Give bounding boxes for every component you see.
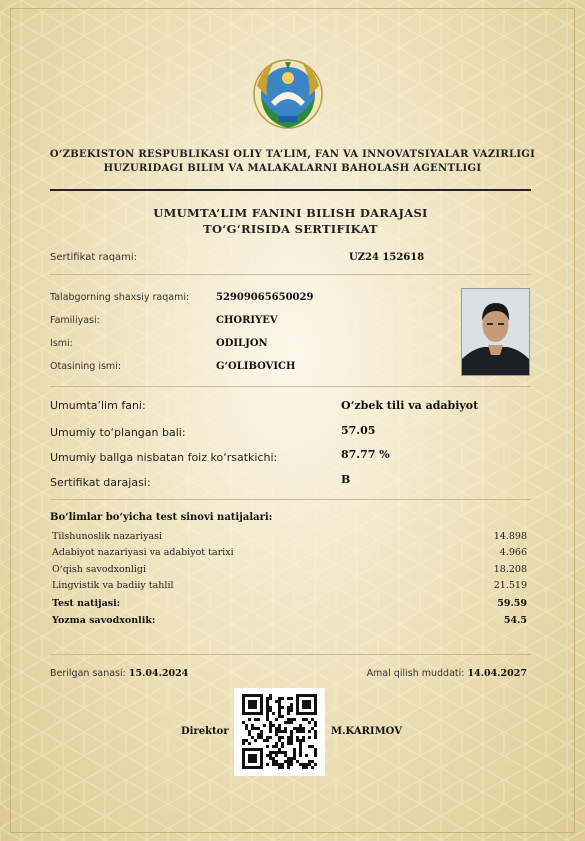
result-row-label: Adabiyot nazariyasi va adabiyot tarixi: [52, 547, 234, 558]
qr-code[interactable]: [234, 688, 325, 776]
issue-date-label: Berilgan sanasi:: [50, 668, 126, 679]
header-rule: [50, 189, 531, 191]
subject-label: Umumta’lim fani:: [50, 399, 146, 412]
issue-date: [50, 668, 188, 679]
percentage-label: Umumiy ballga nisbatan foiz ko‘rsatkichi:: [50, 451, 278, 464]
first-name-value: ODILJON: [216, 338, 268, 349]
first-name-label: Ismi:: [50, 338, 73, 349]
patronymic-value: G‘OLIBOVICH: [216, 361, 296, 372]
state-emblem-icon: [251, 56, 325, 132]
certificate-level-label: Sertifikat darajasi:: [50, 476, 151, 489]
certificate-title-line-1: UMUMTA’LIM FANINI BILISH DARAJASI: [153, 206, 428, 220]
agency-line-1: O‘ZBEKISTON RESPUBLIKASI OLIY TA’LIM, FAN VA INNOVATSIYALAR VAZIRLIGI: [49, 149, 536, 160]
person-photo-icon: [462, 289, 529, 375]
issue-date-value: 15.04.2024: [128, 668, 189, 679]
total-score-label: Umumiy to‘plangan bali:: [50, 426, 186, 439]
holder-photo: [461, 288, 530, 376]
result-row-value: 4.966: [499, 547, 527, 558]
divider: [50, 386, 531, 387]
certificate-number-label: Sertifikat raqami:: [50, 252, 138, 263]
agency-line-2: HUZURIDAGI BILIM VA MALAKALARNI BAHOLASH AGENTLIGI: [103, 163, 482, 174]
certificate-number-value: UZ24 152618: [349, 252, 425, 263]
result-row-label: O‘qish savodxonligi: [52, 564, 147, 575]
result-row-value: 14.898: [493, 531, 527, 542]
personal-id-label: Talabgorning shaxsiy raqami:: [50, 292, 190, 303]
certificate-level-value: B: [341, 473, 351, 486]
divider: [50, 654, 531, 655]
total-score-value: 57.05: [341, 424, 376, 437]
percentage-value: 87.77 %: [341, 448, 390, 461]
valid-until-label: Amal qilish muddati:: [366, 668, 465, 679]
director-label: Direktor: [181, 726, 229, 737]
surname-label: Familiyasi:: [50, 315, 100, 326]
test-result-label: Test natijasi:: [52, 598, 121, 609]
personal-id-value: 52909065650029: [216, 292, 314, 303]
test-result-value: 59.59: [497, 598, 527, 609]
surname-value: CHORIYEV: [216, 315, 278, 326]
writing-score-value: 54.5: [503, 615, 527, 626]
patronymic-label: Otasining ismi:: [50, 361, 122, 372]
valid-until-value: 14.04.2027: [467, 668, 527, 679]
result-row-value: 18.208: [493, 564, 527, 575]
result-row-label: Lingvistik va badiiy tahlil: [52, 580, 174, 591]
subject-value: O‘zbek tili va adabiyot: [341, 399, 479, 412]
results-heading: Bo‘limlar bo‘yicha test sinovi natijalari:: [50, 512, 273, 523]
writing-score-label: Yozma savodxonlik:: [52, 615, 156, 626]
divider: [50, 274, 531, 275]
result-row-label: Tilshunoslik nazariyasi: [52, 531, 163, 542]
director-name: M.KARIMOV: [331, 726, 402, 737]
certificate-title-line-2: TO‘G‘RISIDA SERTIFIKAT: [203, 222, 378, 236]
result-row-value: 21.519: [493, 580, 527, 591]
divider: [50, 499, 531, 500]
qr-code-icon: [234, 688, 325, 776]
valid-until: [367, 668, 527, 679]
